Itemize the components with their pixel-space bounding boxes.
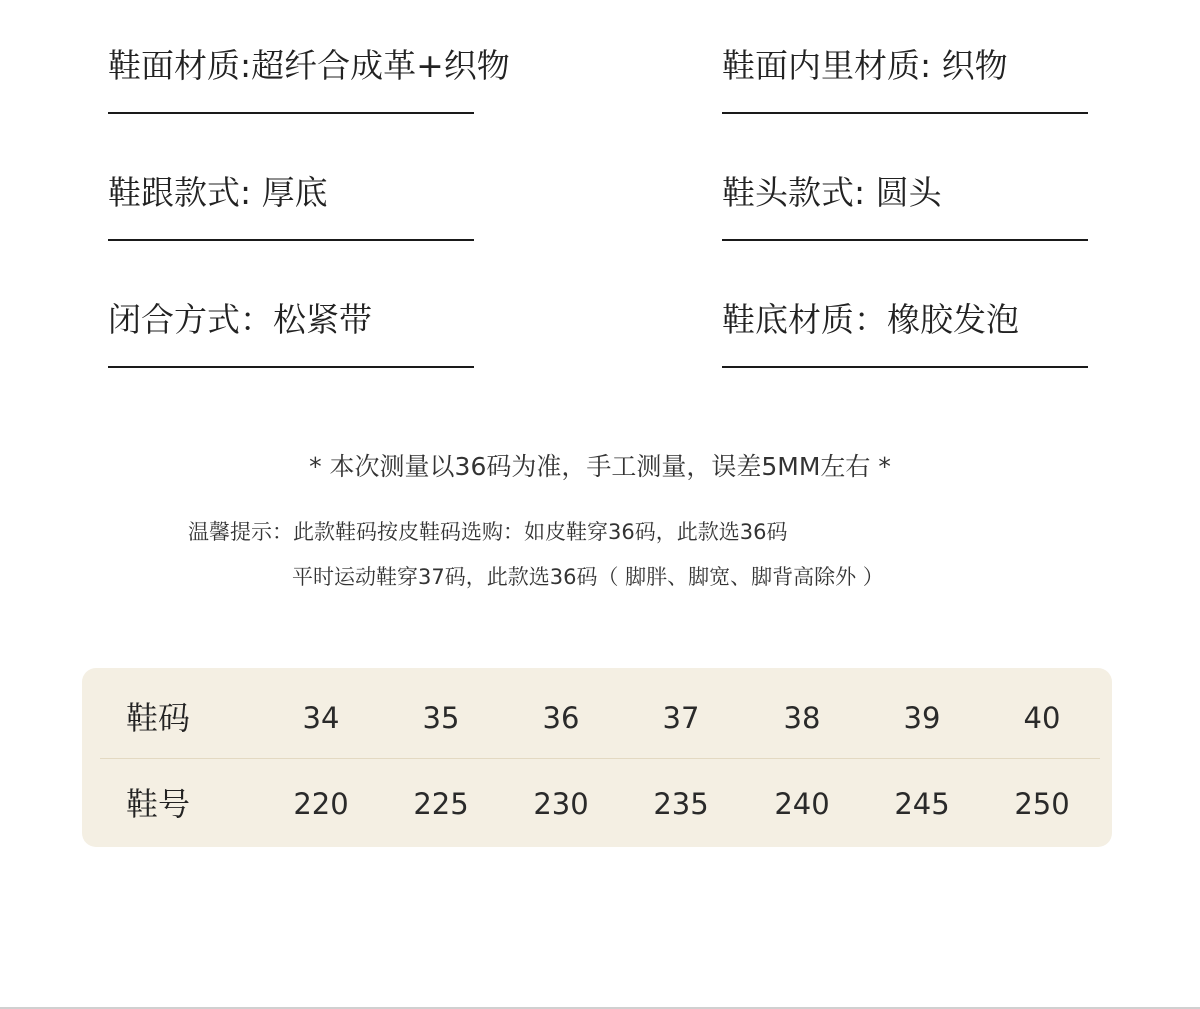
attribute-closure [108,300,474,368]
row-label: 鞋号 [126,785,191,823]
size-row-code [82,674,1112,762]
size-cell: 39 [903,701,941,735]
row-label: 鞋码 [126,699,191,737]
size-cell: 37 [662,701,700,735]
size-cell: 35 [422,701,460,735]
size-cell: 250 [1014,787,1070,821]
measurement-note: * 本次测量以36码为准，手工测量，误差5MM左右 * [309,452,891,481]
attribute-label: 鞋底材质：橡胶发泡 [722,300,1019,339]
size-cell: 235 [653,787,709,821]
size-cell: 36 [542,701,580,735]
attribute-label: 闭合方式：松紧带 [108,300,372,339]
attribute-lining-material [722,46,1088,114]
size-cell: 230 [533,787,589,821]
attribute-label: 鞋跟款式: 厚底 [108,173,328,212]
attribute-label: 鞋面内里材质: 织物 [722,46,1008,85]
sizing-tip-line-1: 温馨提示：此款鞋码按皮鞋码选购：如皮鞋穿36码，此款选36码 [188,520,788,544]
size-cell: 34 [302,701,340,735]
attribute-heel-style [108,173,474,241]
size-cell: 220 [293,787,349,821]
size-cell: 38 [783,701,821,735]
attribute-label: 鞋头款式: 圆头 [722,173,942,212]
attribute-upper-material [108,46,510,114]
attribute-label: 鞋面材质:超纤合成革+织物 [108,46,510,85]
size-cell: 245 [894,787,950,821]
size-table [82,668,1112,847]
sizing-tip-line-2: 平时运动鞋穿37码，此款选36码（ 脚胖、脚宽、脚背高除外 ） [292,565,884,589]
size-row-number [82,760,1112,848]
size-cell: 40 [1023,701,1061,735]
size-cell: 240 [774,787,830,821]
attribute-toe-style [722,173,1088,241]
size-cell: 225 [413,787,469,821]
row-divider [100,758,1100,759]
attribute-sole-material [722,300,1088,368]
